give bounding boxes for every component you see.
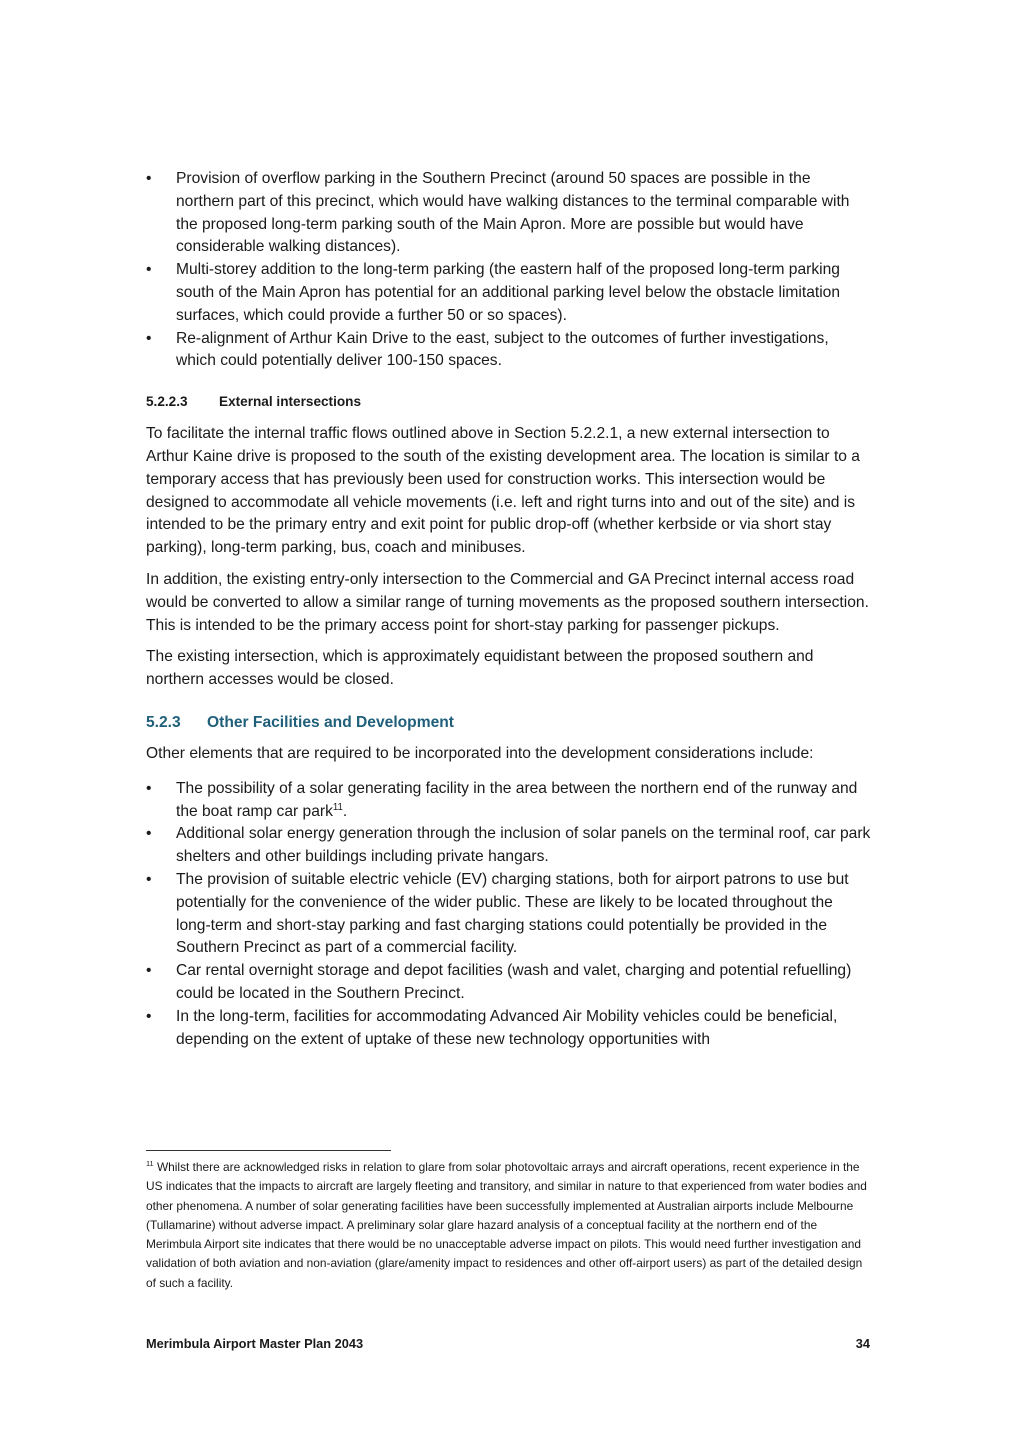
list-item [146, 1006, 871, 1052]
page-body [146, 168, 871, 1051]
list-item-text: Provision of overflow parking in the Southern Precinct (around 50 spaces are possible in the northern part of this precinct, which would have walking distances to the terminal comparable with the proposed long-term parking south of the Main Apron. More are possible but would have considerable walking distances). [176, 170, 850, 256]
paragraph: To facilitate the internal traffic flows outlined above in Section 5.2.2.1, a new external intersection to Arthur Kaine drive is proposed to the south of the existing development area. The location is similar to a temporary access that has previously been used for construction works. This intersection would be designed to accommodate all vehicle movements (i.e. left and right turns into and out of the site) and is intended to be the primary entry and exit point for public drop-off (whether kerbside or via short stay parking), long-term parking, bus, coach and minibuses. [146, 425, 860, 557]
bullet-icon: • [146, 1007, 152, 1025]
bullet-icon: • [146, 779, 152, 797]
paragraph: The existing intersection, which is approximately equidistant between the proposed southern and northern accesses would be closed. [146, 648, 814, 689]
top-bullet-list [146, 168, 871, 373]
bullet-icon: • [146, 825, 152, 843]
section-title: External intersections [219, 394, 362, 410]
bullet-icon: • [146, 170, 152, 187]
page-number: 34 [855, 1336, 870, 1351]
section-title: Other Facilities and Development [207, 713, 454, 731]
list-item [146, 168, 871, 259]
footnote [146, 1158, 874, 1293]
facilities-bullet-list [146, 778, 871, 1052]
bullet-icon: • [146, 870, 152, 888]
list-item-text: Additional solar energy generation through the inclusion of solar panels on the terminal roof, car park shelters and other buildings including private hangars. [176, 825, 871, 866]
footnote-marker: 11 [146, 1159, 154, 1169]
section-number: 5.2.3 [146, 713, 181, 731]
footnote-reference[interactable]: 11 [332, 801, 343, 813]
list-item [146, 869, 871, 960]
section-523-heading [146, 712, 871, 734]
section-number: 5.2.2.3 [146, 394, 188, 410]
list-item [146, 328, 871, 374]
list-item [146, 960, 871, 1006]
list-item [146, 823, 871, 869]
list-item [146, 778, 871, 824]
footnote-text: Whilst there are acknowledged risks in relation to glare from solar photovoltaic arrays and aircraft operations, recent experience in the US indicates that the impacts to aircraft are largely fleeting and transitory, and similar in nature to that experienced from water bodies and other phenomena. A number of solar generating facilities have been successfully implemented at Australian airports include Melbourne (Tullamarine) without adverse impact. A preliminary solar glare hazard analysis of a conceptual facility at the northern end of the Merimbula Airport site indicates that there would be no unacceptable adverse impact on pilots. This would need further investigation and validation of both aviation and non-aviation (glare/amenity impact to residences and other off-airport users) as part of the detailed design of such a facility. [146, 1160, 867, 1290]
list-item-text: In the long-term, facilities for accommodating Advanced Air Mobility vehicles could be beneficial, depending on the extent of uptake of these new technology opportunities with [176, 1007, 838, 1048]
paragraph: In addition, the existing entry-only intersection to the Commercial and GA Precinct internal access road would be converted to allow a similar range of turning movements as the proposed southern intersection. This is intended to be the primary access point for short-stay parking for passenger pickups. [146, 570, 869, 634]
bullet-icon: • [146, 962, 152, 980]
list-item-text: Re-alignment of Arthur Kain Drive to the east, subject to the outcomes of further investigations, which could potentially deliver 100-150 spaces. [176, 329, 829, 370]
list-item-text: Car rental overnight storage and depot facilities (wash and valet, charging and potential refuelling) could be located in the Southern Precinct. [176, 962, 852, 1002]
document-title: Merimbula Airport Master Plan 2043 [146, 1336, 364, 1351]
list-item-text: The possibility of a solar generating facility in the area between the northern end of the runway and the boat ramp car park [176, 779, 858, 820]
list-item-text: Multi-storey addition to the long-term parking (the eastern half of the proposed long-term parking south of the Main Apron has potential for an additional parking level below the obstacle limitation surfaces, which could provide a further 50 or so spaces). [176, 261, 841, 324]
bullet-icon: • [146, 329, 152, 347]
bullet-icon: • [146, 261, 152, 279]
paragraph: Other elements that are required to be incorporated into the development considerations include: [146, 744, 814, 762]
list-item-text: The provision of suitable electric vehicle (EV) charging stations, both for airport patrons to use but potentially for the convenience of the wider public. These are likely to be located throughout the long-term and short-stay parking and fast charging stations could potentially be provided in the Southern Precinct as part of a commercial facility. [176, 870, 849, 957]
list-item [146, 259, 871, 327]
section-5223-heading [146, 393, 871, 411]
footnote-divider [146, 1150, 391, 1151]
list-item-end: . [342, 802, 348, 820]
page-footer [146, 1336, 870, 1351]
